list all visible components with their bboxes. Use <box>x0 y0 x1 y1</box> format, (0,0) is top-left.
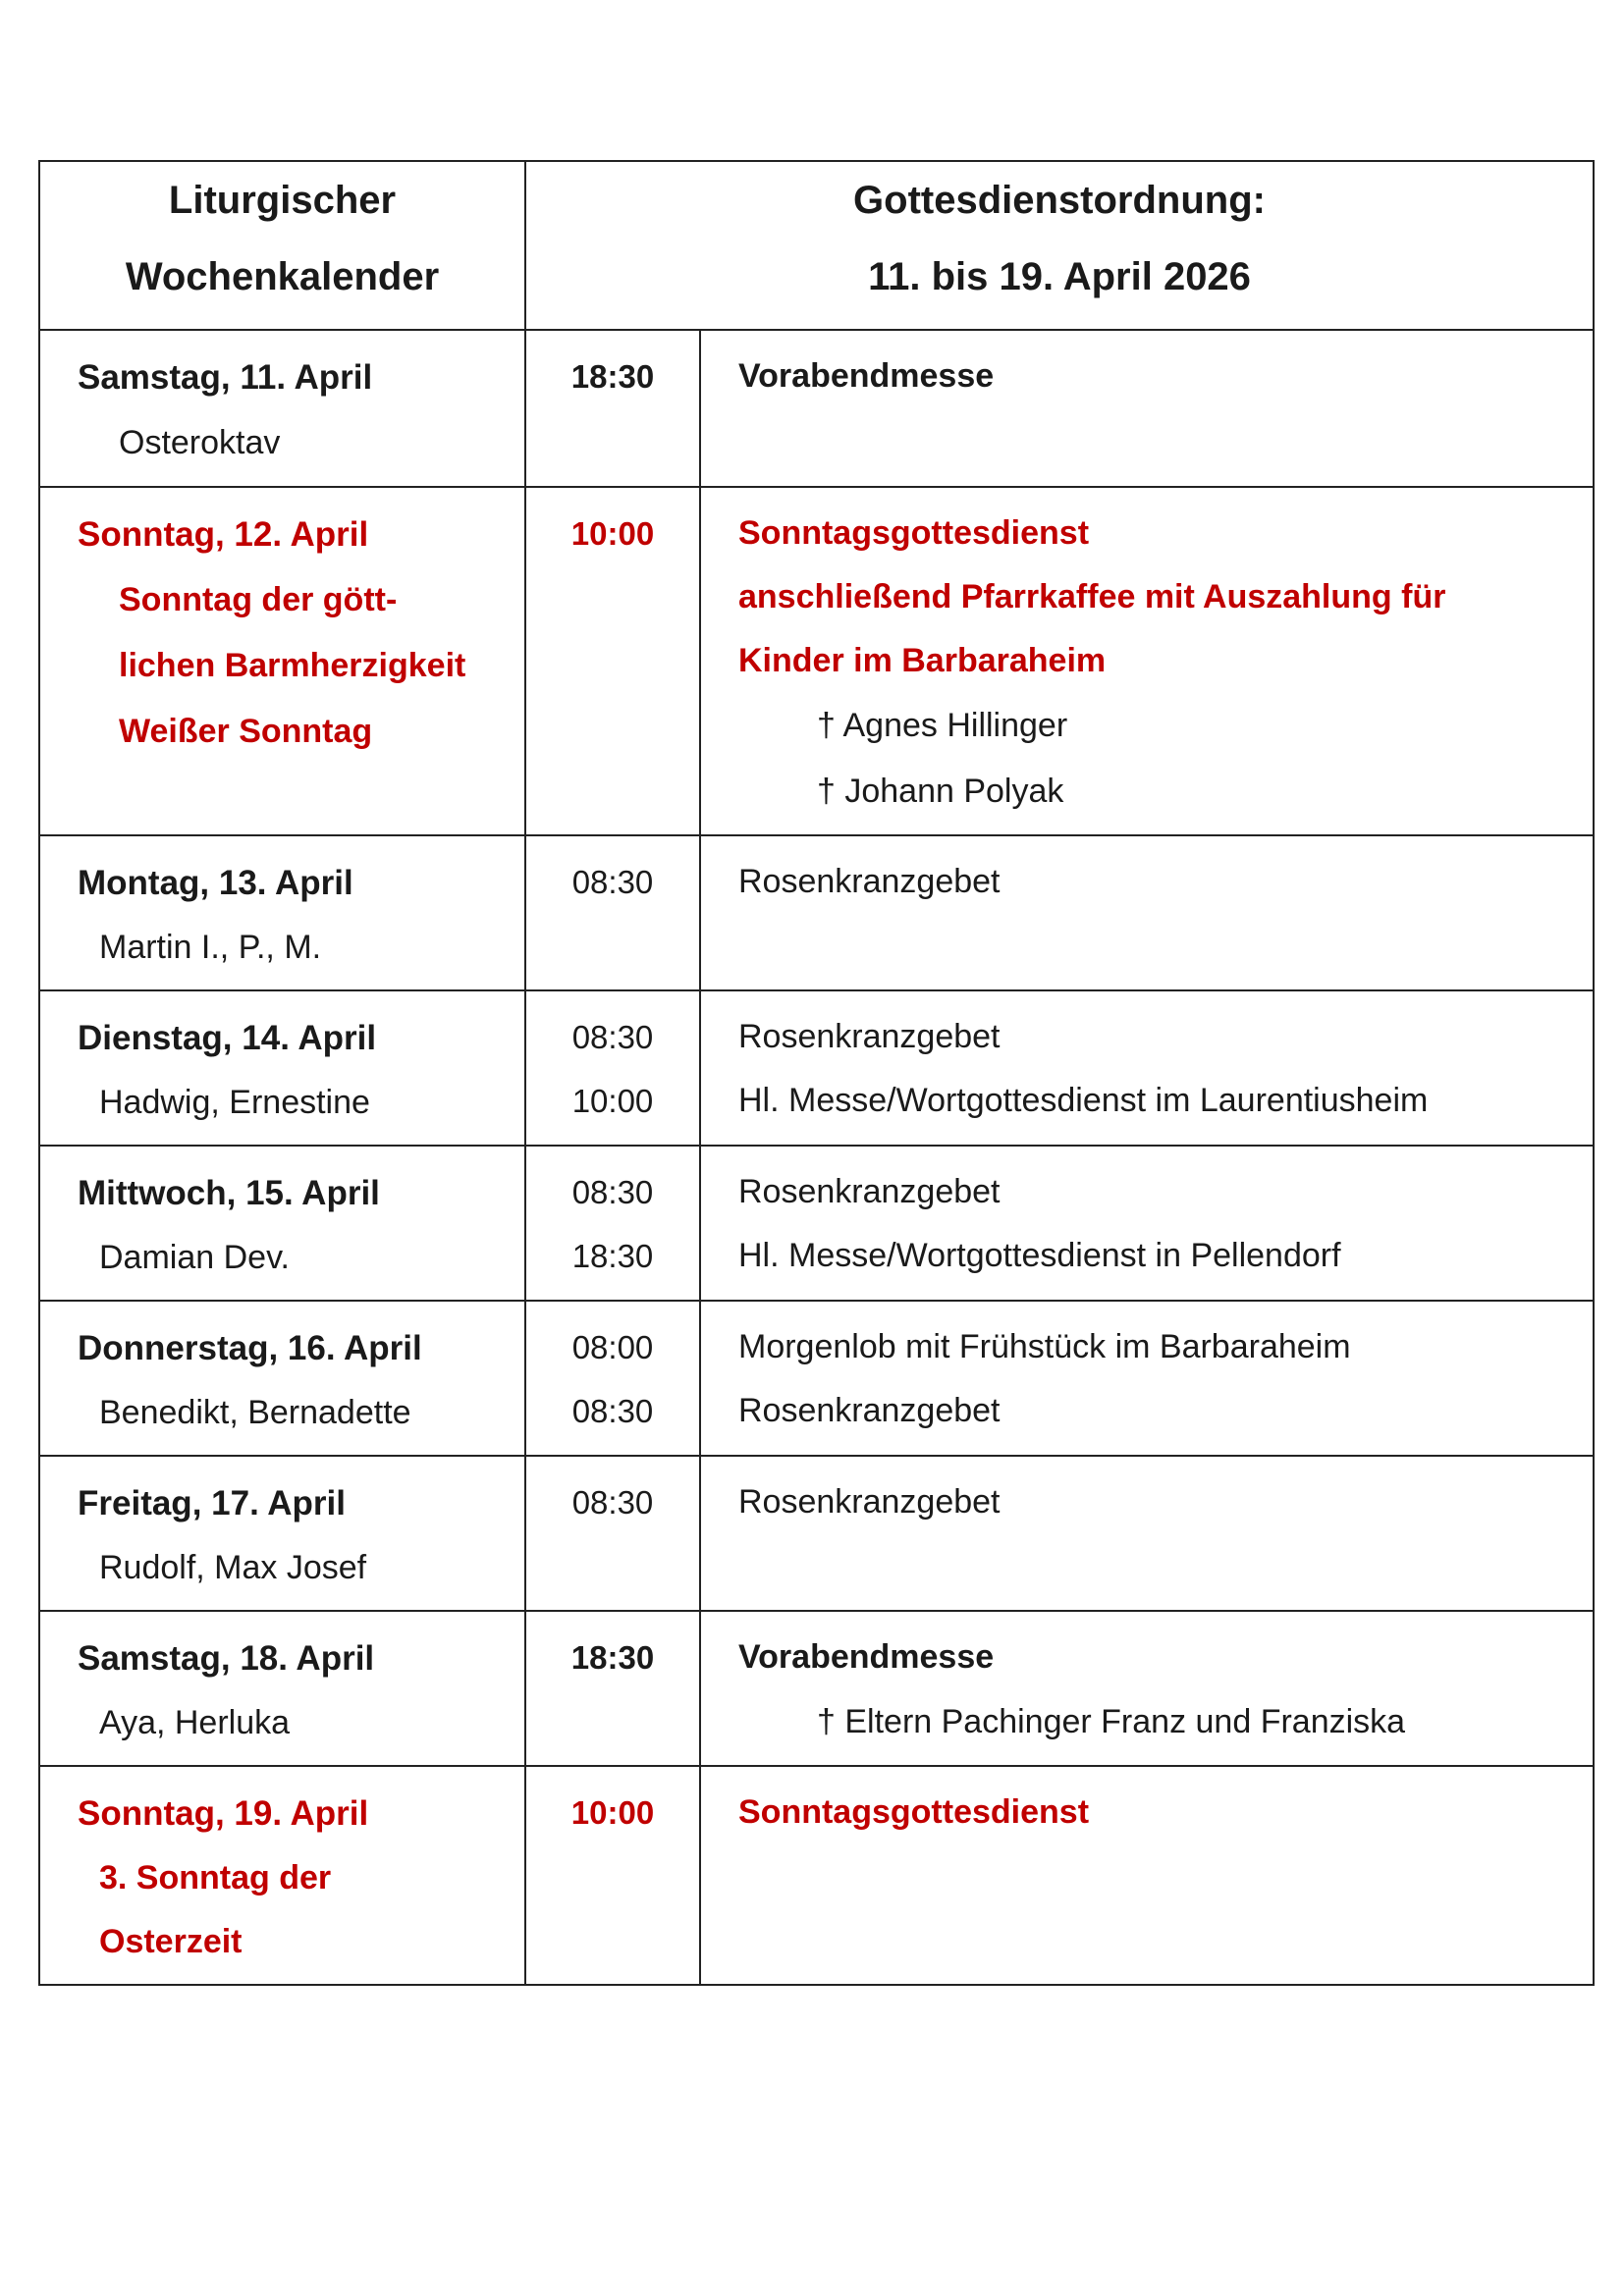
table-row <box>39 1766 1594 1985</box>
time-cell <box>525 330 700 487</box>
time-label: 18:30 <box>571 1238 654 1274</box>
feast-label: 3. Sonntag der <box>99 1859 332 1896</box>
table-row <box>39 990 1594 1146</box>
time-label: 08:30 <box>571 1484 654 1521</box>
table-row <box>39 487 1594 835</box>
service-schedule-table <box>38 160 1595 1986</box>
feast-label: Hadwig, Ernestine <box>99 1084 370 1121</box>
table-row <box>39 1146 1594 1301</box>
time-cell <box>525 1146 700 1301</box>
day-cell <box>39 835 525 990</box>
header-schedule-line1: Gottesdienstordnung: <box>853 179 1266 222</box>
day-label: Samstag, 18. April <box>78 1639 375 1678</box>
event-label: Hl. Messe/Wortgottesdienst im Laurentiusheim <box>738 1082 1429 1119</box>
table-header-row <box>39 161 1594 330</box>
day-cell <box>39 1301 525 1456</box>
deceased-label: † Agnes Hillinger <box>817 707 1068 744</box>
event-label: Rosenkranzgebet <box>738 1018 1001 1055</box>
event-cell <box>700 990 1594 1146</box>
day-label: Montag, 13. April <box>78 864 353 902</box>
feast-label: Weißer Sonntag <box>119 713 373 750</box>
header-schedule-cell <box>525 161 1594 330</box>
time-label: 08:30 <box>571 1393 654 1429</box>
event-label: Kinder im Barbaraheim <box>738 642 1107 679</box>
event-cell <box>700 487 1594 835</box>
time-label: 08:00 <box>571 1329 654 1365</box>
event-label: Hl. Messe/Wortgottesdienst in Pellendorf <box>738 1237 1341 1274</box>
event-cell <box>700 330 1594 487</box>
time-cell <box>525 1456 700 1611</box>
day-label: Dienstag, 14. April <box>78 1019 377 1057</box>
event-label: anschließend Pfarrkaffee mit Auszahlung für <box>738 578 1446 615</box>
event-cell <box>700 1146 1594 1301</box>
event-label: Rosenkranzgebet <box>738 863 1001 900</box>
time-label: 08:30 <box>571 1174 654 1210</box>
feast-label: Benedikt, Bernadette <box>99 1394 411 1431</box>
event-label: Rosenkranzgebet <box>738 1173 1001 1210</box>
time-label: 10:00 <box>571 1083 654 1119</box>
event-cell <box>700 835 1594 990</box>
feast-label: Rudolf, Max Josef <box>99 1549 367 1586</box>
deceased-label: † Johann Polyak <box>817 773 1064 810</box>
day-label: Donnerstag, 16. April <box>78 1329 422 1367</box>
time-cell <box>525 487 700 835</box>
event-label: Sonntagsgottesdienst <box>738 1793 1090 1831</box>
feast-label: Sonntag der gött- <box>119 581 398 618</box>
time-cell <box>525 835 700 990</box>
day-label: Sonntag, 19. April <box>78 1794 369 1833</box>
event-label: Rosenkranzgebet <box>738 1483 1001 1521</box>
time-label: 10:00 <box>570 1794 655 1831</box>
feast-label: lichen Barmherzigkeit <box>119 647 466 684</box>
day-cell <box>39 1456 525 1611</box>
event-label: Vorabendmesse <box>738 1638 995 1676</box>
event-label: Vorabendmesse <box>738 357 995 395</box>
feast-label: Osteroktav <box>119 424 281 461</box>
event-label: Sonntagsgottesdienst <box>738 514 1090 552</box>
table-row <box>39 835 1594 990</box>
header-calendar-cell <box>39 161 525 330</box>
feast-label: Damian Dev. <box>99 1239 290 1276</box>
event-cell <box>700 1456 1594 1611</box>
time-label: 18:30 <box>570 358 655 395</box>
day-label: Sonntag, 12. April <box>78 515 369 554</box>
header-calendar-line2: Wochenkalender <box>125 255 440 298</box>
day-label: Samstag, 11. April <box>78 358 373 397</box>
event-label: Rosenkranzgebet <box>738 1392 1001 1429</box>
day-cell <box>39 330 525 487</box>
time-label: 08:30 <box>571 864 654 900</box>
table-row <box>39 1301 1594 1456</box>
feast-label: Osterzeit <box>99 1923 243 1960</box>
header-calendar-line1: Liturgischer <box>168 179 397 222</box>
day-cell <box>39 1611 525 1766</box>
time-cell <box>525 1766 700 1985</box>
event-cell <box>700 1766 1594 1985</box>
day-cell <box>39 1146 525 1301</box>
time-label: 10:00 <box>570 515 655 552</box>
day-label: Freitag, 17. April <box>78 1484 346 1522</box>
time-label: 08:30 <box>571 1019 654 1055</box>
deceased-label: † Eltern Pachinger Franz und Franziska <box>817 1703 1406 1740</box>
event-label: Morgenlob mit Frühstück im Barbaraheim <box>738 1328 1351 1365</box>
event-cell <box>700 1301 1594 1456</box>
time-cell <box>525 1611 700 1766</box>
feast-label: Aya, Herluka <box>99 1704 291 1741</box>
feast-label: Martin I., P., M. <box>99 929 322 966</box>
time-cell <box>525 990 700 1146</box>
event-cell <box>700 1611 1594 1766</box>
day-cell <box>39 990 525 1146</box>
header-schedule-line2: 11. bis 19. April 2026 <box>868 255 1251 298</box>
time-cell <box>525 1301 700 1456</box>
day-cell <box>39 1766 525 1985</box>
table-row <box>39 1611 1594 1766</box>
day-cell <box>39 487 525 835</box>
table-row <box>39 1456 1594 1611</box>
day-label: Mittwoch, 15. April <box>78 1174 380 1212</box>
table-row <box>39 330 1594 487</box>
time-label: 18:30 <box>570 1639 655 1676</box>
